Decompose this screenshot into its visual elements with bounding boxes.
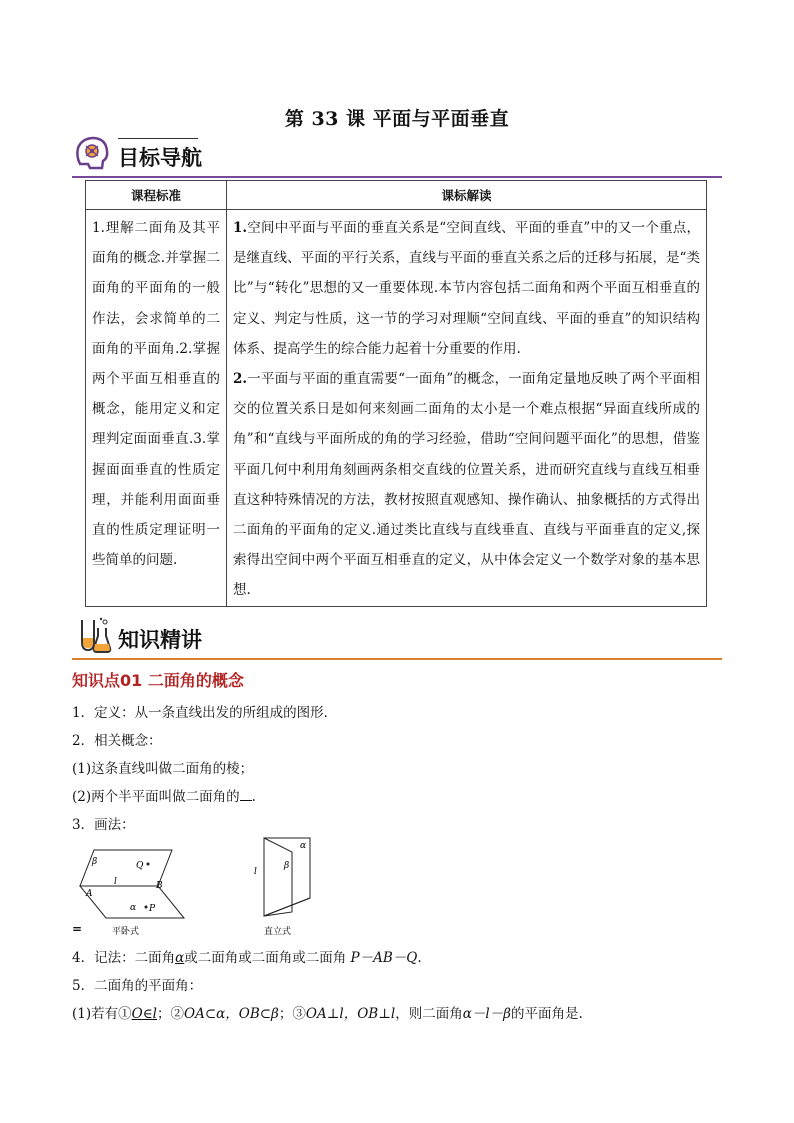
face-period: . [251, 789, 256, 805]
paragraph-text: 一平面与平面的重直需要“一面角”的概念，一面角定量地反映了两个平面相交的位置关系日是如何来刻画二面角的太小是一个难点根据“异面直线所成的角”和“直线与平面所成的角的学习经验，借助“空间问题平面化”的思想，借鉴平面几何中利用角刻画两条相交直线的位置关系，进而研究直线与直线互相垂直这种特殊情况的方法，教材按照直观感知、操作确认、抽象概括的方式得出二面角的平面角的定义.通过类比直线与直线垂直、直线与平面垂直的定义,探索得出空间中两个平面互相垂直的定义，从中体会定义一个数学对象的基本思想. [233, 371, 700, 599]
label-alpha: α [300, 841, 307, 851]
label-l: l [254, 867, 257, 877]
label-beta: β [92, 857, 98, 867]
page-title: 第 33 课 平面与平面垂直 [284, 108, 510, 130]
point-P [145, 906, 148, 909]
cond-text: 的平面角是. [510, 1006, 583, 1022]
label-Q: Q [136, 861, 144, 871]
notation-alpha: α [175, 950, 185, 966]
concepts-line: 2．相关概念： [72, 733, 162, 749]
curriculum-table [85, 180, 707, 607]
cond-math: OA⊥l，OB⊥l [305, 1006, 396, 1022]
knowledge-point-title: 知识点01 二面角的概念 [72, 671, 244, 690]
notation-text: 4．记法：二面角 [72, 950, 176, 966]
notation-line [72, 946, 422, 966]
notation-period: . [417, 950, 422, 966]
cond-text: ；③ [278, 1006, 306, 1022]
notation-text: 或二面角或二面角或二面角 [184, 950, 351, 966]
plane-angle-condition [72, 1002, 583, 1022]
figure-vertical-dihedral [246, 834, 316, 938]
header-top-line [118, 138, 198, 139]
label-P: P [149, 904, 156, 914]
section-rule [72, 658, 722, 660]
paragraph-number: 2. [233, 371, 248, 388]
interpretation-cell [227, 210, 707, 607]
cond-text: ；② [157, 1006, 185, 1022]
label-alpha: α [130, 903, 137, 913]
paragraph-number: 1. [233, 220, 248, 236]
point-Q [147, 863, 150, 866]
label-l: l [114, 877, 117, 887]
interpretation-paragraph-2 [233, 364, 700, 606]
definition-line: 1．定义：从一条直线出发的所组成的图形． [72, 705, 338, 721]
figure-caption: 平卧式 [112, 927, 140, 937]
cond-math: O∈l [131, 1006, 158, 1022]
table-header-standard: 课程标准 [86, 181, 227, 210]
plane-angle-heading: 5．二面角的平面角： [72, 978, 203, 994]
label-B: B [156, 881, 163, 891]
cond-text: ，则二面角 [395, 1006, 463, 1022]
figure-horizontal-dihedral [72, 838, 200, 938]
blank-underline [240, 787, 252, 801]
edge-line: (1)这条直线叫做二面角的棱； [72, 761, 254, 777]
equals-mark: = [72, 922, 83, 936]
section-goals-header [72, 134, 722, 178]
interpretation-paragraph-1 [233, 213, 700, 364]
section-rule [72, 176, 722, 178]
flask-icon [72, 616, 112, 656]
face-line [72, 785, 256, 805]
label-beta: β [284, 861, 290, 871]
cond-text: (1)若有① [72, 1006, 132, 1022]
notation-pabq: P－AB－Q [350, 950, 418, 966]
cond-math: OA⊂α，OB⊂β [184, 1006, 279, 1022]
figure-caption: 直立式 [264, 927, 292, 937]
table-header-interpretation: 课标解读 [227, 181, 707, 210]
brain-gear-icon [72, 134, 112, 174]
section-label: 知识精讲 [118, 628, 202, 652]
label-A: A [86, 889, 93, 899]
face-text: (2)两个半平面叫做二面角的 [72, 789, 240, 805]
standard-text: 1.理解二面角及其平面角的概念.并掌握二面角的平面角的一般作法，会求简单的二面角的平面角.2.掌握两个平面互相垂直的概念，能用定义和定理判定面面垂直.3.掌握面面垂直的性质定理，并能利用面面垂直的性质定理证明一些简单的问题. [86, 210, 227, 607]
paragraph-text: 空间中平面与平面的垂直关系是“空间直线、平面的垂直”中的又一个重点，是继直线、平面的平行关系，直线与平面的垂直关系之后的迁移与拓展，是“类比”与“转化”思想的又一重要体现.本节内容包括二面角和两个平面互相垂直的定义、判定与性质，这一节的学习对理顺“空间直线、平面的垂直”的知识结构体系、提高学生的综合能力起着十分重要的作用. [233, 220, 700, 357]
cond-math: α－l－β [462, 1006, 511, 1022]
drawing-line: 3．画法： [72, 817, 135, 833]
section-knowledge-header [72, 616, 722, 660]
section-label: 目标导航 [118, 146, 202, 170]
